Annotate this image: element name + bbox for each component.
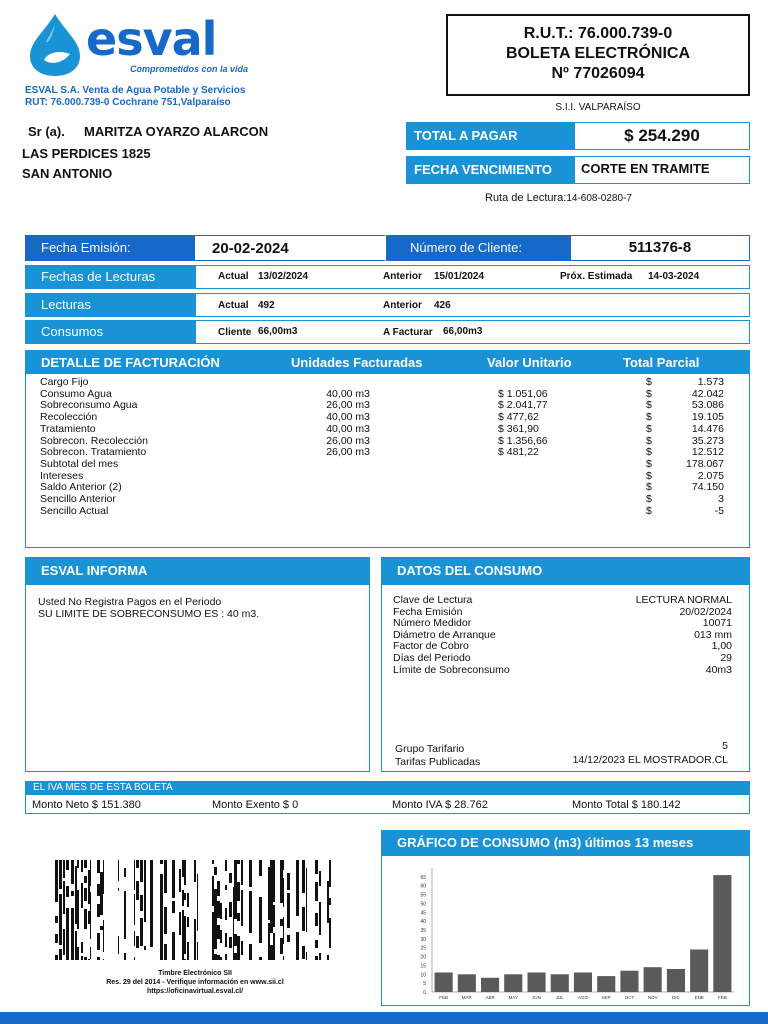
detalle-total: 2.075 (697, 469, 724, 482)
detalle-units: 26,00 m3 (326, 446, 370, 459)
cliente-value: 511376-8 (570, 235, 750, 261)
fechas-label: Fechas de Lecturas (25, 265, 195, 289)
y-tick-label: 25 (420, 945, 426, 952)
x-tick-label: MAR (461, 995, 472, 1000)
detalle-currency: $ (646, 457, 652, 470)
datos-row (0, 640, 768, 652)
x-tick-label: ENE (694, 995, 704, 1000)
detalle-unit-value: $ 1.356,66 (498, 434, 548, 447)
detalle-currency: $ (646, 446, 652, 459)
datos-title: DATOS DEL CONSUMO (381, 557, 750, 585)
detalle-concept: Consumo Agua (40, 387, 112, 400)
informa-line2: SU LIMITE DE SOBRECONSUMO ES : 40 m3. (38, 608, 260, 620)
detalle-concept: Sencillo Anterior (40, 493, 116, 505)
y-tick-label: 5 (423, 981, 426, 988)
x-tick-label: DIC (672, 995, 680, 1000)
company-line2: RUT: 76.000.739-0 Cochrane 751,Valparaíso (25, 97, 231, 108)
x-tick-label: ABR (485, 995, 495, 1000)
detalle-row (0, 481, 768, 493)
detalle-row (0, 411, 768, 423)
lecturas-actual: 492 (258, 300, 275, 311)
salutation: Sr (a). (28, 124, 65, 139)
y-tick-label: 50 (420, 901, 426, 908)
datos-value: 10071 (702, 617, 732, 630)
iva-monto: Monto IVA $ 28.762 (392, 799, 488, 811)
detalle-total: 12.512 (691, 446, 724, 459)
tarifas-label: Tarifas Publicadas (395, 756, 481, 768)
detalle-concept: Recolección (40, 411, 98, 424)
chart-title: GRÁFICO DE CONSUMO (m3) últimos 13 meses (381, 830, 750, 856)
detalle-unit-value: $ 481,22 (498, 446, 539, 459)
x-tick-label: AGO (577, 995, 589, 1000)
chart-bar (481, 978, 499, 992)
rut: R.U.T.: 76.000.739-0 (523, 25, 673, 42)
iva-neto: Monto Neto $ 151.380 (32, 799, 141, 811)
iva-title: EL IVA MES DE ESTA BOLETA (25, 781, 750, 795)
detalle-currency: $ (646, 399, 652, 412)
total-value: $ 254.290 (574, 122, 750, 150)
iva-values (0, 799, 768, 813)
lecturas-label: Lecturas (25, 293, 195, 317)
company-line1: ESVAL S.A. Venta de Agua Potable y Servicios (25, 85, 246, 96)
chart-bar (435, 973, 453, 993)
detalle-currency: $ (646, 504, 652, 517)
iva-exento: Monto Exento $ 0 (212, 799, 299, 811)
y-tick-label: 55 (420, 892, 426, 899)
datos-label: Diámetro de Arranque (393, 628, 496, 641)
cliente-label: Número de Cliente: (386, 235, 570, 261)
datos-value: 1,00 (711, 640, 732, 653)
y-tick-label: 10 (420, 972, 426, 979)
col-units: Unidades Facturadas (291, 355, 423, 370)
barcode-timbre (55, 860, 339, 960)
tagline: Comprometidos con la vida (130, 64, 249, 74)
col-total: Total Parcial (623, 355, 700, 370)
due-value: CORTE EN TRAMITE (574, 156, 750, 184)
y-tick-label: 35 (420, 928, 426, 934)
detalle-concept: Intereses (40, 469, 84, 482)
detalle-row (0, 399, 768, 411)
tarifas-value: 14/12/2023 EL MOSTRADOR.CL (572, 754, 728, 766)
y-tick-label: 20 (420, 954, 426, 961)
datos-value: LECTURA NORMAL (635, 594, 732, 606)
footer-stripe (0, 1012, 768, 1024)
y-tick-label: 15 (420, 963, 426, 970)
chart-bar (620, 971, 638, 992)
timbre-line3: https://oficinavirtual.esval.cl/ (146, 988, 244, 995)
col-unit-value: Valor Unitario (487, 355, 572, 370)
consumo-chart (392, 860, 742, 1002)
detalle-total: 42.042 (691, 387, 724, 400)
detalle-currency: $ (646, 411, 652, 424)
detalle-row (0, 458, 768, 470)
chart-bar (574, 973, 592, 993)
timbre-line2: Res. 29 del 2014 - Verifique información en www.sii.cl (106, 979, 284, 986)
fechas-actual-label: Actual (218, 271, 249, 282)
route-label: Ruta de Lectura: (485, 192, 567, 204)
detalle-row (0, 493, 768, 505)
datos-row (0, 594, 768, 606)
doc-type: BOLETA ELECTRÓNICA (506, 45, 690, 62)
detalle-currency: $ (646, 387, 652, 400)
x-tick-label: MAY (508, 995, 519, 1000)
lecturas-anterior: 426 (434, 300, 451, 311)
lecturas-anterior-label: Anterior (383, 300, 422, 311)
x-tick-label: NOV (647, 995, 658, 1000)
detalle-concept: Saldo Anterior (2) (40, 481, 122, 494)
consumos-facturar: 66,00m3 (443, 326, 483, 337)
total-label: TOTAL A PAGAR (406, 122, 574, 150)
detalle-concept: Sobrecon. Tratamiento (40, 446, 147, 459)
detalle-row (0, 435, 768, 447)
datos-label: Días del Periodo (393, 652, 471, 664)
y-tick-label: 0 (423, 990, 426, 996)
detalle-total: 14.476 (691, 422, 724, 435)
timbre-line1: Timbre Electrónico SII (158, 970, 232, 977)
consumos-cliente: 66,00m3 (258, 326, 298, 337)
detalle-currency: $ (646, 434, 652, 447)
fechas-row (195, 265, 750, 289)
y-tick-label: 60 (420, 883, 426, 890)
datos-label: Factor de Cobro (393, 640, 469, 653)
detalle-total: 53.086 (691, 399, 724, 412)
due-label: FECHA VENCIMIENTO (406, 156, 574, 184)
detalle-concept: Sencillo Actual (40, 504, 109, 517)
detalle-currency: $ (646, 493, 652, 505)
consumos-cliente-label: Cliente (218, 327, 252, 338)
emision-label: Fecha Emisión: (25, 235, 195, 261)
datos-label: Fecha Emisión (393, 605, 463, 618)
detalle-unit-value: $ 477,62 (498, 411, 539, 424)
detalle-row (0, 423, 768, 435)
detalle-row (0, 470, 768, 482)
detalle-concept: Sobreconsumo Agua (40, 399, 138, 412)
datos-row (0, 664, 768, 676)
x-tick-label: FEB (439, 995, 448, 1000)
x-tick-label: FEB (718, 995, 727, 1000)
customer-name: MARITZA OYARZO ALARCON (84, 124, 269, 139)
x-tick-label: JUN (532, 995, 541, 1000)
grupo-label: Grupo Tarifario (395, 743, 465, 755)
fechas-actual: 13/02/2024 (258, 271, 309, 282)
detalle-total: 1.573 (697, 376, 724, 388)
detalle-concept: Cargo Fijo (40, 376, 89, 388)
y-tick-label: 45 (420, 910, 426, 917)
lecturas-row (195, 293, 750, 317)
chart-bar (713, 875, 731, 992)
chart-bar (551, 974, 569, 992)
detalle-title: DETALLE DE FACTURACIÓN (41, 355, 220, 370)
detalle-header (25, 350, 750, 374)
route-value: 14-608-0280-7 (566, 193, 632, 204)
detalle-unit-value: $ 361,90 (498, 422, 539, 435)
detalle-total: 74.150 (691, 481, 724, 494)
fechas-anterior: 15/01/2024 (434, 271, 485, 282)
detalle-concept: Subtotal del mes (40, 457, 119, 470)
doc-number: Nº 77026094 (551, 65, 645, 82)
detalle-total: 178.067 (686, 457, 724, 470)
detalle-total: 19.105 (691, 411, 724, 424)
emision-value: 20-02-2024 (195, 235, 385, 261)
route (485, 192, 632, 204)
brand-wordmark: esval (86, 12, 217, 66)
datos-label: Límite de Sobreconsumo (393, 663, 510, 676)
detalle-row (0, 388, 768, 400)
consumos-facturar-label: A Facturar (383, 327, 433, 338)
document-header-box (446, 14, 750, 96)
grupo-value: 5 (722, 740, 728, 752)
chart-bar (690, 950, 708, 993)
detalle-concept: Sobrecon. Recolección (40, 434, 148, 447)
chart-bar (528, 973, 546, 993)
address-line2: SAN ANTONIO (22, 166, 113, 181)
detalle-unit-value: $ 2.041,77 (498, 399, 548, 412)
x-tick-label: OCT (624, 995, 635, 1000)
datos-label: Clave de Lectura (393, 594, 473, 606)
detalle-currency: $ (646, 422, 652, 435)
datos-row (0, 606, 768, 618)
chart-bar (504, 974, 522, 992)
informa-title: ESVAL INFORMA (25, 557, 370, 585)
x-tick-label: SEP (601, 995, 611, 1000)
detalle-currency: $ (646, 469, 652, 482)
datos-value: 20/02/2024 (679, 605, 732, 618)
address-line1: LAS PERDICES 1825 (22, 146, 151, 161)
detalle-total: 3 (718, 493, 724, 505)
detalle-units: 26,00 m3 (326, 399, 370, 412)
datos-row (0, 617, 768, 629)
detalle-currency: $ (646, 481, 652, 494)
datos-value: 40m3 (705, 663, 732, 676)
water-drop-icon (26, 12, 84, 78)
detalle-units: 40,00 m3 (326, 422, 370, 435)
detalle-units: 40,00 m3 (326, 387, 370, 400)
detalle-row (0, 505, 768, 517)
x-tick-label: JUL (555, 995, 564, 1000)
detalle-concept: Tratamiento (40, 422, 96, 435)
y-tick-label: 30 (420, 936, 426, 943)
detalle-row (0, 376, 768, 388)
fechas-prox-label: Próx. Estimada (560, 271, 633, 282)
datos-value: 013 mm (694, 628, 732, 641)
lecturas-actual-label: Actual (218, 300, 249, 311)
sii-office: S.I.I. VALPARAÍSO (555, 102, 641, 113)
detalle-row (0, 446, 768, 458)
y-tick-label: 40 (420, 919, 426, 926)
y-tick-label: 65 (420, 874, 426, 881)
fechas-anterior-label: Anterior (383, 271, 422, 282)
detalle-total: -5 (714, 504, 724, 517)
detalle-total: 35.273 (691, 434, 724, 447)
datos-label: Número Medidor (393, 617, 472, 630)
fechas-prox: 14-03-2024 (648, 271, 700, 282)
chart-bar (458, 974, 476, 992)
consumos-label: Consumos (25, 320, 195, 344)
logo (24, 12, 264, 82)
chart-bar (597, 976, 615, 992)
datos-row (0, 652, 768, 664)
chart-bar (644, 967, 662, 992)
iva-total: Monto Total $ 180.142 (572, 799, 681, 811)
consumos-row (195, 320, 750, 344)
chart-bar (667, 969, 685, 992)
datos-row (0, 629, 768, 641)
detalle-unit-value: $ 1.051,06 (498, 387, 548, 400)
informa-line1: Usted No Registra Pagos en el Periodo (38, 596, 222, 608)
detalle-units: 26,00 m3 (326, 434, 370, 447)
detalle-units: 40,00 m3 (326, 411, 370, 424)
datos-value: 29 (720, 652, 732, 664)
detalle-currency: $ (646, 376, 652, 388)
